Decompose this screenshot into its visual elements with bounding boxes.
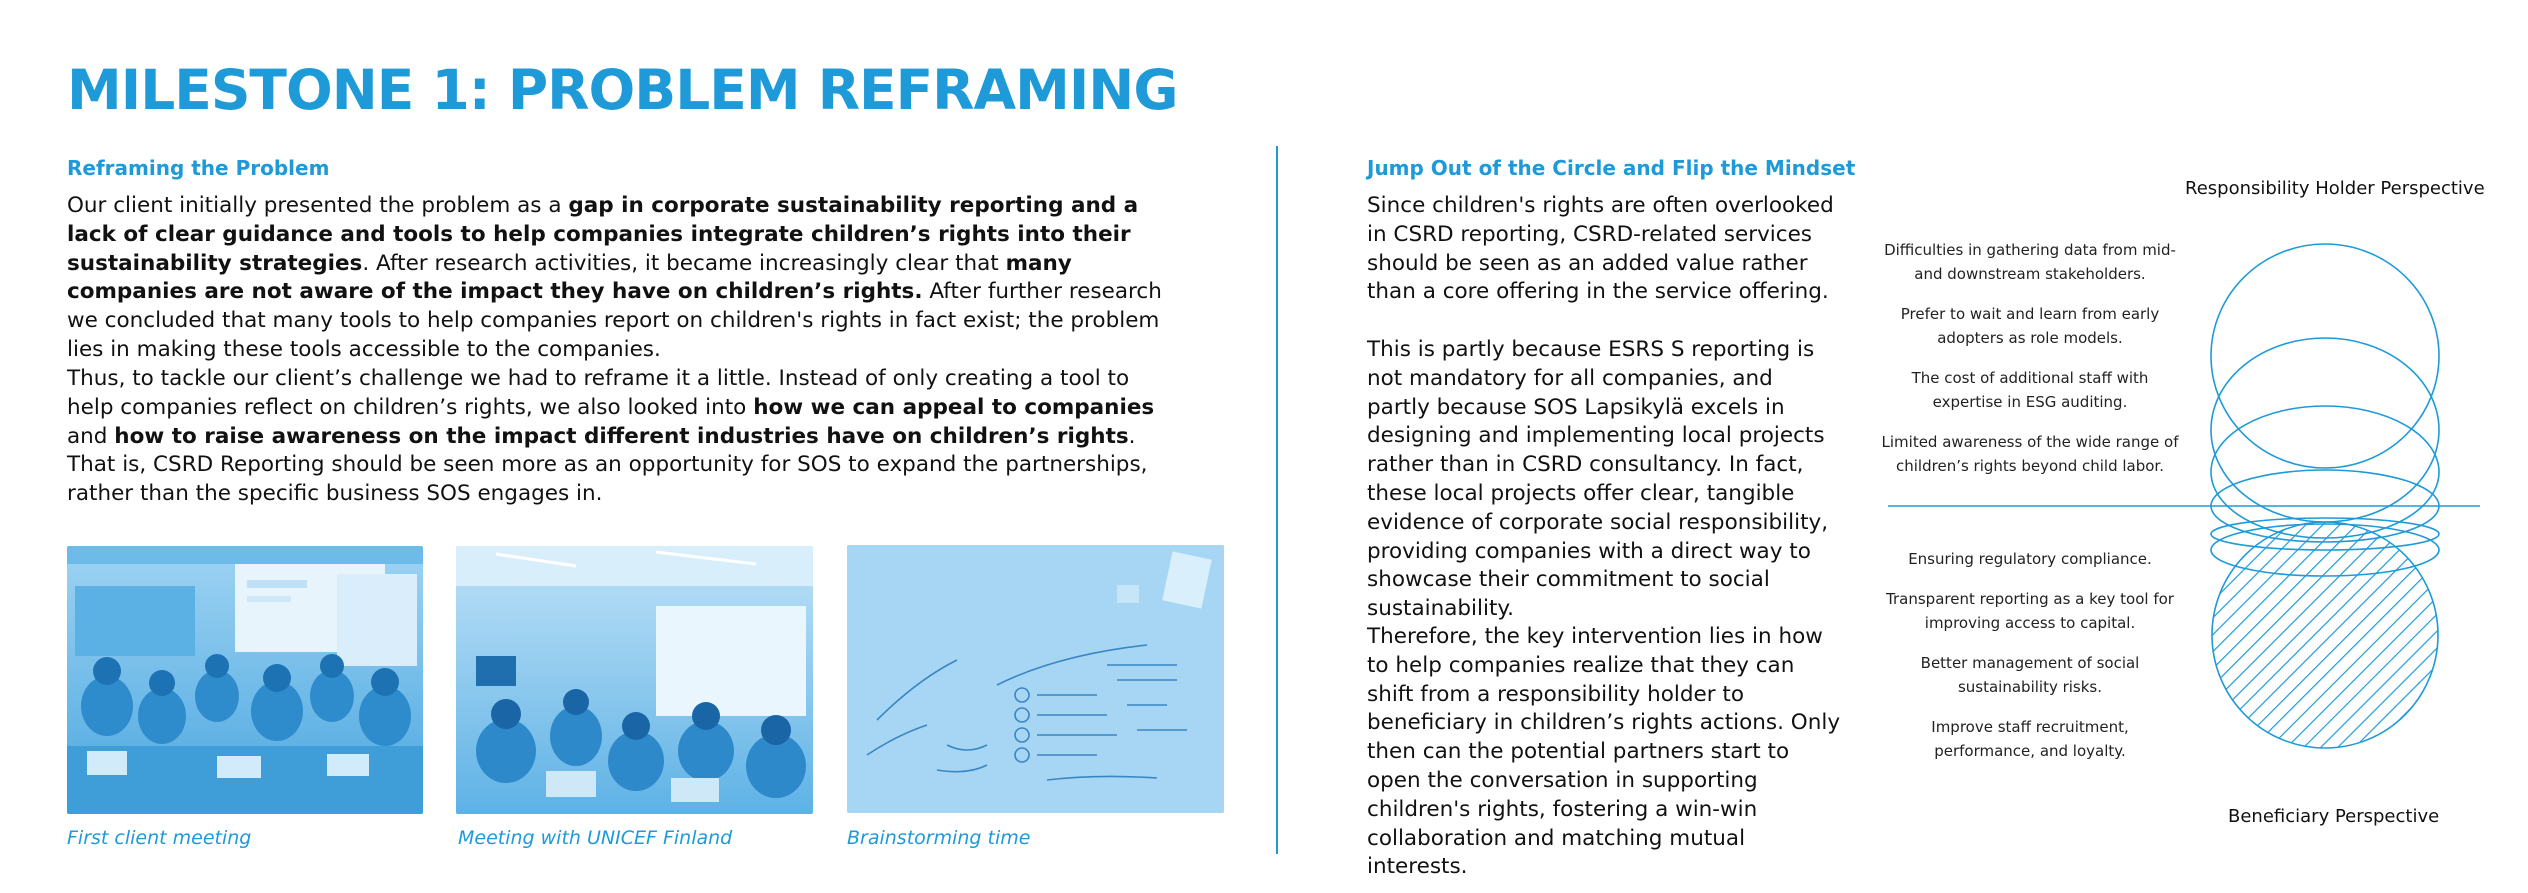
beneficiary-item-4: Improve staff recruitment, performance, and loyalty. (1931, 718, 2129, 760)
holder-circle-1 (2211, 244, 2439, 468)
text-run: Our client initially presented the problem as a (67, 193, 569, 218)
photo-meeting-unicef (456, 546, 813, 814)
bold-run: gap in corporate sustainability reporting and a lack of clear guidance and tools to help companies integrate children’s rights into their sustainability strategies (67, 193, 1139, 276)
section-heading-reframing: Reframing the Problem (67, 156, 330, 180)
text-run: Thus, to tackle our client’s challenge we had to reframe it a little. Instead of only creating a tool to help companies reflect on children’s rights, we also looked into (67, 366, 1130, 420)
photo-brainstorming-whiteboard (847, 545, 1224, 813)
photo-caption-2: Meeting with UNICEF Finland (458, 827, 733, 849)
beneficiary-circle-hatched (2212, 522, 2438, 748)
section-heading-flip-mindset: Jump Out of the Circle and Flip the Mindset (1367, 156, 1856, 180)
beneficiary-item-1: Ensuring regulatory compliance. (1908, 550, 2152, 568)
photo-first-client-meeting (67, 546, 423, 814)
mindset-paragraph-1: Since children's rights are often overlooked in CSRD reporting, CSRD-related services should be seen as an added value rather than a core offering in the service offering. (1367, 193, 1834, 305)
photo-caption-3: Brainstorming time (847, 827, 1031, 849)
holder-item-4: Limited awareness of the wide range of children’s rights beyond child labor. (1881, 433, 2179, 475)
bold-run: how we can appeal to companies (753, 394, 1155, 420)
holder-item-3: The cost of additional staff with expertise in ESG auditing. (1911, 369, 2149, 411)
page-title: MILESTONE 1: PROBLEM REFRAMING (67, 58, 1178, 122)
text-run: After further research we concluded that many tools to help companies report on children's rights in fact exist; the problem lies in making these tools accessible to the companies. (67, 279, 1162, 362)
text-run: . After research activities, it became increasingly clear that (362, 250, 1006, 276)
diagram-bottom-label: Beneficiary Perspective (2228, 806, 2440, 827)
holder-item-1: Difficulties in gathering data from mid- and downstream stakeholders. (1884, 241, 2176, 283)
reframing-paragraph-1 (67, 192, 1177, 365)
column-divider (1276, 146, 1278, 854)
photo-caption-1: First client meeting (67, 827, 252, 849)
reframing-paragraph-2 (67, 365, 1177, 509)
mindset-paragraph-2: This is partly because ESRS S reporting is not mandatory for all companies, and partly because SOS Lapsikylä excels in designing and implementing local projects rather than in CSRD consultancy. In fact, these local projects offer clear, tangible evidence of corporate social responsibility, providing companies with a direct way to showcase their commitment to social sustainability. (1367, 337, 1829, 622)
bold-run: many companies are not aware of the impact they have on children’s rights. (67, 250, 1072, 305)
text-run: and (67, 423, 115, 449)
beneficiary-item-3: Better management of social sustainability risks. (1920, 654, 2140, 696)
holder-item-2: Prefer to wait and learn from early adopters as role models. (1900, 305, 2160, 347)
holder-circle-2 (2211, 338, 2439, 522)
mindset-paragraph-3: Therefore, the key intervention lies in how to help companies realize that they can shift from a responsibility holder to beneficiary in children’s rights actions. Only then can the potential partners start to open the conversation in supporting children's rights, fostering a win-win collaboration and matching mutual interests. (1367, 624, 1841, 880)
diagram-top-label: Responsibility Holder Perspective (2185, 178, 2485, 199)
bold-run: how to raise awareness on the impact different industries have on children’s rights (114, 423, 1129, 449)
text-run: . That is, CSRD Reporting should be seen more as an opportunity for SOS to expand the partnerships, rather than the specific business SOS engages in. (67, 423, 1148, 507)
beneficiary-item-2: Transparent reporting as a key tool for improving access to capital. (1886, 590, 2174, 632)
